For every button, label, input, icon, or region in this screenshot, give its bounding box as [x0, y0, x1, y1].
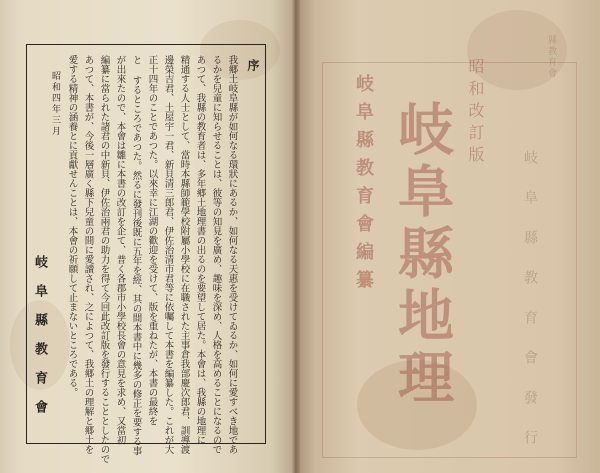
- preface-column: あつて、我縣の教育者は、多年郷土地理書の出るのを要望して居た。本會は、我縣の地理に: [194, 55, 206, 445]
- preface-column: 邊榮吉君、土屋宇一君、新貝清三郎君、伊佐治清市君等に依囑して本書を編纂した。これが大: [162, 55, 174, 454]
- book-gutter: [292, 0, 300, 473]
- preface-column: と するところであつた。然るに發刊後既に五年を經、其の間本書中に幾多の修正を要する事: [130, 55, 142, 456]
- left-page: [0, 0, 295, 473]
- preface-frame: [26, 44, 266, 464]
- preface-title: 序: [246, 59, 260, 75]
- bleed-through-publisher: 岐阜縣教育會發行: [522, 150, 538, 470]
- bleed-through-mark: 縣教育會: [546, 35, 556, 79]
- preface-column: が出來たので、本會は雛に本書の改訂を企て、普く各郡市小學校長會の意見を求め、又當初: [114, 55, 126, 445]
- bleed-through-organization: 岐阜縣教育會編纂: [353, 74, 374, 298]
- preface-column: 編纂に當られた諸君の中新貝、伊佐治兩君の助力を得て今回此改訂版を發行することとしたので: [98, 55, 110, 464]
- bleed-through-subtitle: 昭和改訂版: [466, 58, 485, 168]
- preface-date: 昭和四年三月: [50, 71, 60, 137]
- preface-column: あつて、本書が、今後一層廣く縣下兒童の間に愛讀され、之によつて、我郷土の理解と郷土を: [82, 55, 94, 454]
- preface-column: 正十四年のことであつた。以來幸に江湖の歡迎を受けて、版を重ねたが、本書の最終を: [146, 55, 158, 426]
- preface-signature: 岐阜縣教育會: [32, 255, 47, 429]
- preface-column: 我郷土岐阜縣が如何なる環狀にあるか、如何なる天惠を受けてゐるか、如何に愛すべき地であ: [226, 55, 238, 454]
- preface-column: 精通する人士として、當時本縣師範學校附屬小學校に在職された主事倉我部慶次郎君、訓導渡: [178, 55, 190, 454]
- bleed-through-title: 岐阜縣地理: [389, 100, 455, 410]
- preface-column: るかを兒童に知らせることは、彼等の知見を廣め、趣味を深め、人格を高めることになるので: [210, 55, 222, 454]
- preface-column: 愛する精神の涵養とに貢獻せんことは、本會の祈願して止まないところである。: [66, 55, 78, 397]
